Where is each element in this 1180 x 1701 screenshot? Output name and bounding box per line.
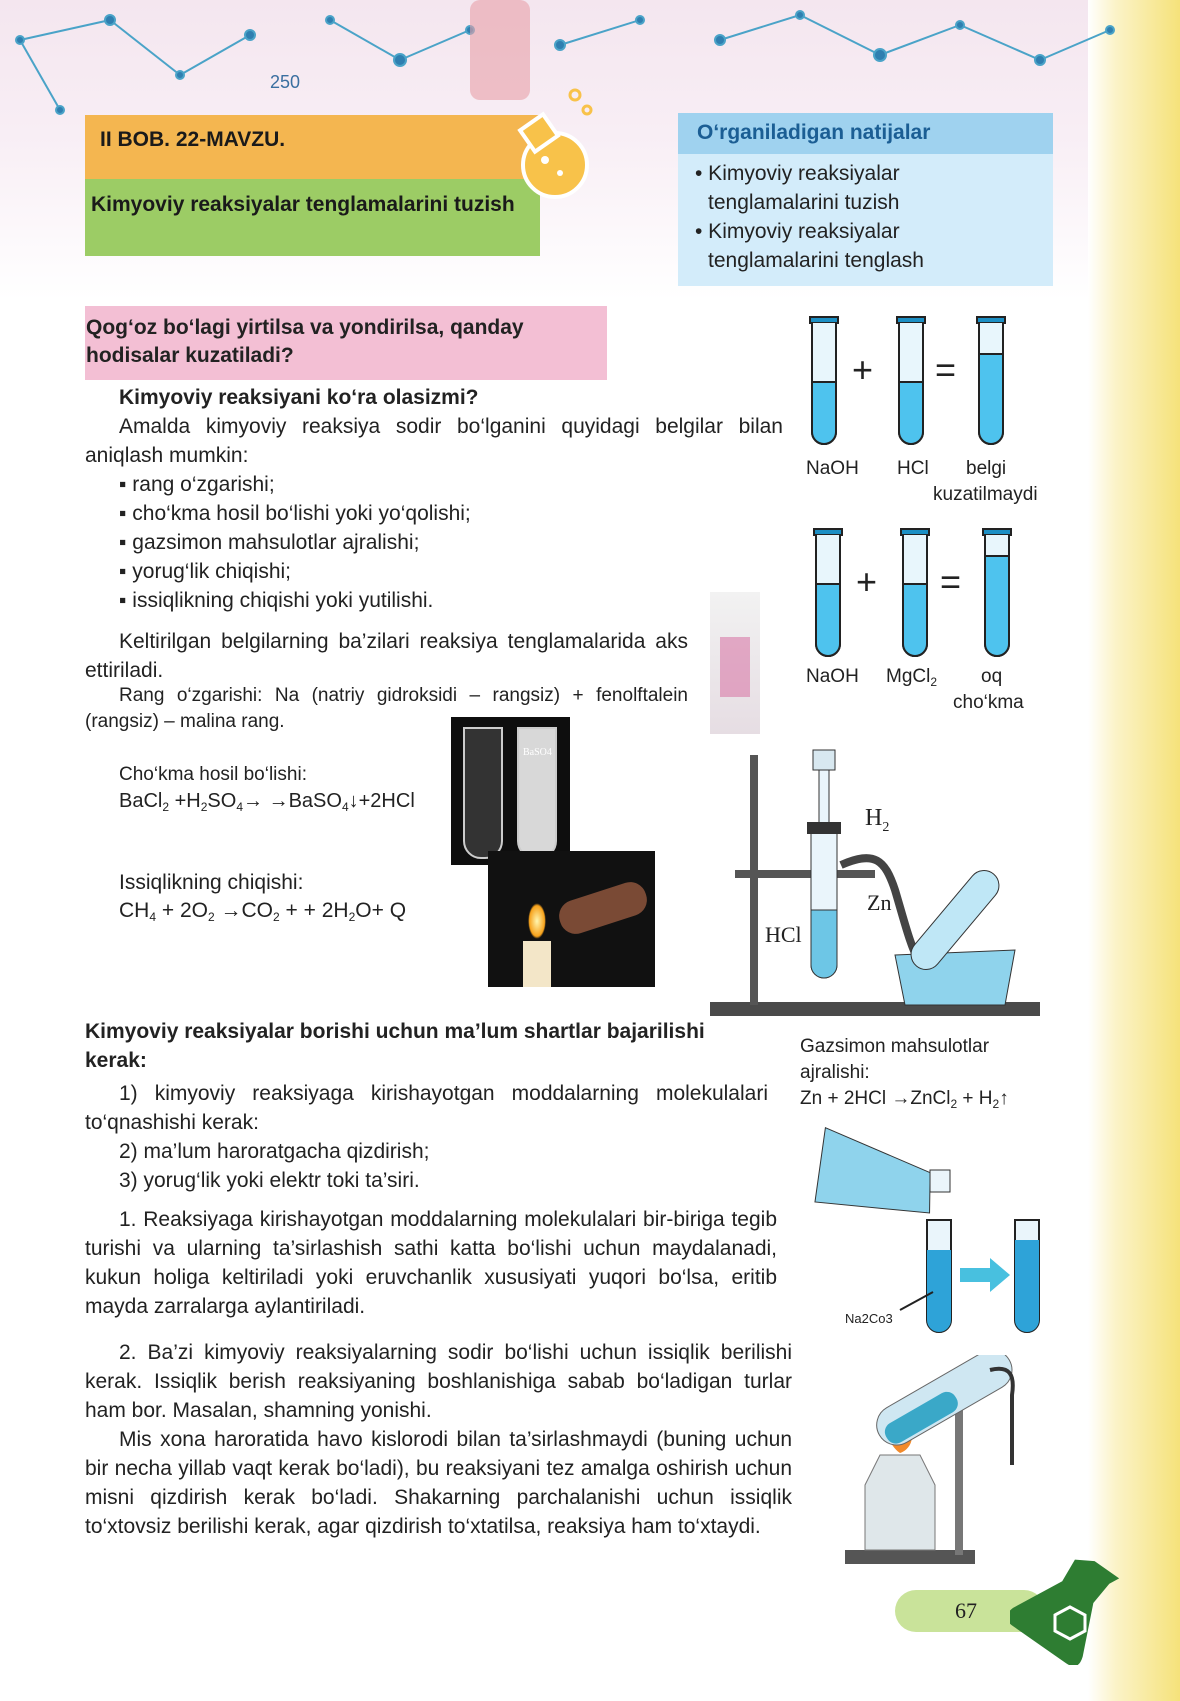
result-item: • Kimyoviy reaksiyalar <box>695 220 900 243</box>
tube-label: MgCl$_2$ <box>886 666 938 689</box>
tube-label: oq <box>981 666 1003 687</box>
section1-heading: Kimyoviy reaksiyani ko‘ra olasizmi? <box>119 386 479 409</box>
reflect-text: Keltirilgan belgilarning ba’zilari reaksiya tenglamalarida aks ettiriladi. <box>85 630 688 682</box>
zn-label: Zn <box>867 890 892 915</box>
gas-caption: ajralishi: <box>800 1062 870 1083</box>
sign-item: ▪ gazsimon mahsulotlar ajralishi; <box>119 531 420 554</box>
sign-item: ▪ yorug‘lik chiqishi; <box>119 560 292 583</box>
paragraph: 1. Reaksiyaga kirishayotgan moddalarning molekulalari bir-biriga tegib turishi va ularning ta’sirlashish sathi katta bo‘lishi uchun maydalanadi, kukun holiga keltiriladi yoki eruvchanlik xususiyati yuqori bo‘lsa, eritib mayda zarralarga aylantiriladi. <box>85 1208 777 1318</box>
plus-sign: + <box>852 349 874 390</box>
h2-label: $H_2$ <box>865 805 890 835</box>
tubes-row1 <box>800 312 1060 452</box>
gas-equation: Zn + 2HCl →ZnCl$_2$ + $H_2↑$ <box>800 1088 1009 1111</box>
precipitate-label: Cho‘kma hosil bo‘lishi: <box>119 764 307 785</box>
phenolphthalein-photo <box>710 592 760 734</box>
result-item: tenglamalarini tuzish <box>708 191 900 214</box>
tubes-row2 <box>800 524 1060 664</box>
equals-sign: = <box>935 349 957 390</box>
plus-sign: + <box>856 561 878 602</box>
page-number: 67 <box>955 1598 977 1623</box>
result-item: • Kimyoviy reaksiyalar <box>695 162 900 185</box>
sign-item: ▪ cho‘kma hosil bo‘lishi yoki yo‘qolishi; <box>119 502 471 525</box>
equals-sign: = <box>940 561 962 602</box>
question-text: Qog‘oz bo‘lagi yirtilsa va yondirilsa, qanday hodisalar kuzatiladi? <box>86 316 524 367</box>
gas-caption: Gazsimon mahsulotlar <box>800 1036 990 1057</box>
watermark-number: 250 <box>270 72 301 92</box>
tube-label: NaOH <box>806 666 859 687</box>
heating-apparatus-diagram <box>840 1355 1030 1570</box>
baso4-photo <box>451 717 570 865</box>
heat-label: Issiqlikning chiqishi: <box>119 871 304 894</box>
paragraph: 2. Ba’zi kimyoviy reaksiyalarning sodir bo‘lishi uchun issiqlik berilishi kerak. Issiqlik berish reaksiyaning boshlanishiga sabab bo‘ladigan turlar ham bor. Masalan, shamning yonishi. <box>85 1341 792 1422</box>
tube-label: cho‘kma <box>953 692 1024 713</box>
condition-item: 2) ma’lum haroratgacha qizdirish; <box>119 1140 430 1163</box>
tube-label: belgi <box>966 458 1007 479</box>
flask-corner-icon <box>1010 1545 1120 1665</box>
topic-title: Kimyoviy reaksiyalar tenglamalarini tuzish <box>91 193 515 216</box>
sign-item: ▪ issiqlikning chiqishi yoki yutilishi. <box>119 589 434 612</box>
tube-label: kuzatilmaydi <box>933 484 1038 505</box>
condition-item: 3) yorug‘lik yoki elektr toki ta’siri. <box>119 1169 420 1192</box>
section2-heading: Kimyoviy reaksiyalar borishi uchun ma’lum shartlar bajarilishi kerak: <box>85 1020 705 1072</box>
baso4-label: BaSO4 <box>523 747 552 758</box>
paragraph: Mis xona haroratida havo kislorodi bilan ta’sirlashmaydi (buning uchun bir necha yillab vaqt kerak bo‘ladi), bu reaksiyani tez amalga oshirish uchun misni qizdirish kerak bo‘ladi. Shakarning parchalanishi uchun issiqlik to‘xtovsiz berilishi kerak, agar qizdirish to‘xtatilsa, reaksiya ham to‘xtaydi. <box>85 1428 792 1538</box>
color-change-text: Rang o‘zgarishi: Na (natriy gidroksidi – rangsiz) + fenolftalein (rangsiz) – malina rang. <box>85 685 688 732</box>
tube-label: NaOH <box>806 458 859 479</box>
section1-intro: Amalda kimyoviy reaksiya sodir bo‘lganini quyidagi belgilar bilan aniqlash mumkin: <box>85 415 783 467</box>
na2co3-label: Na2Co3 <box>845 1311 893 1326</box>
pouring-flask-diagram <box>805 1120 1055 1340</box>
gas-apparatus-diagram <box>705 740 1050 1025</box>
sign-item: ▪ rang o‘zgarishi; <box>119 473 275 496</box>
chapter-label: II BOB. 22-MAVZU. <box>100 128 286 151</box>
result-item: tenglamalarini tenglash <box>708 249 924 272</box>
heat-equation: $CH_4 + 2O_2 \to CO_2$ + + $2H_2O+ Q$ <box>119 899 407 924</box>
hcl-label: HCl <box>765 922 802 947</box>
results-title: O‘rganiladigan natijalar <box>697 121 931 144</box>
condition-item: 1) kimyoviy reaksiyaga kirishayotgan moddalarning molekulalari to‘qnashishi kerak: <box>85 1082 768 1134</box>
flask-icon <box>495 85 605 205</box>
precipitate-equation: BaCl$_2$ $+H_2SO_4\to$ →BaSO$_4$↓+2HCl <box>119 790 415 814</box>
tube-label: HCl <box>897 458 929 479</box>
candle-photo <box>488 851 655 987</box>
